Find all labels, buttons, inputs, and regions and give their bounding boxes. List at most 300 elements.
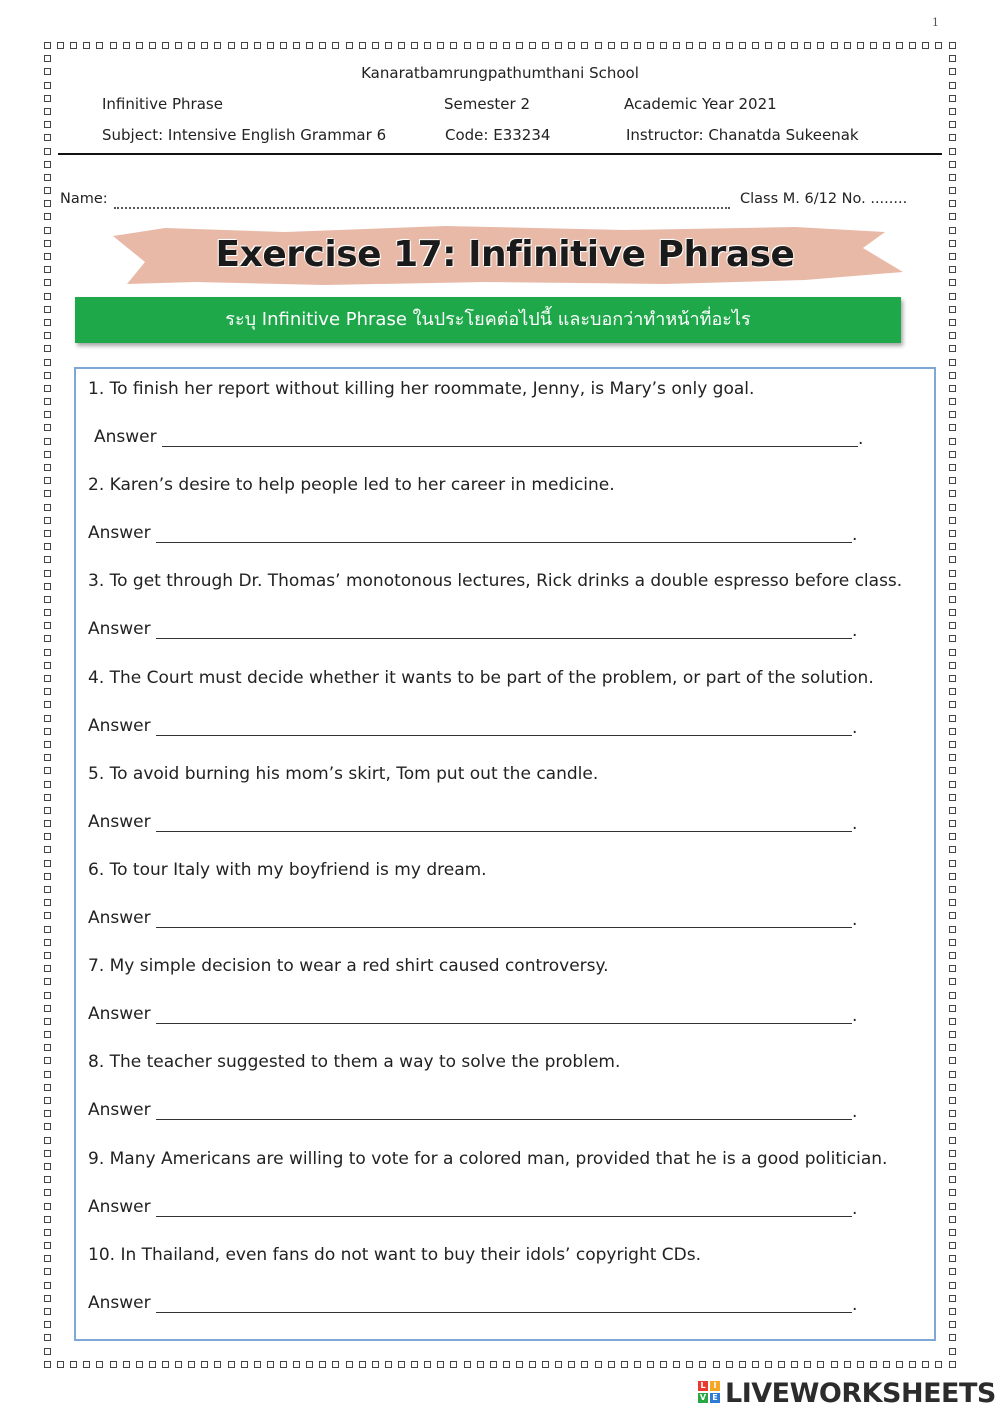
border-square	[949, 530, 956, 537]
border-square	[44, 1242, 51, 1249]
border-square	[949, 675, 956, 682]
border-square	[817, 1361, 824, 1368]
border-square	[581, 42, 588, 49]
border-square	[280, 1361, 287, 1368]
border-square	[949, 1282, 956, 1289]
border-square	[214, 1361, 221, 1368]
border-square	[949, 279, 956, 286]
border-square	[949, 490, 956, 497]
border-square	[44, 833, 51, 840]
border-square	[949, 926, 956, 933]
border-square	[70, 1361, 77, 1368]
border-square	[44, 543, 51, 550]
border-square	[83, 42, 90, 49]
border-square	[110, 1361, 117, 1368]
border-square	[385, 42, 392, 49]
answer-field[interactable]	[162, 445, 858, 447]
border-square	[44, 609, 51, 616]
border-square	[949, 688, 956, 695]
border-square	[542, 42, 549, 49]
border-square	[44, 846, 51, 853]
border-square	[162, 1361, 169, 1368]
answer-period: .	[852, 813, 858, 834]
border-square	[437, 42, 444, 49]
border-square	[44, 279, 51, 286]
border-square	[44, 200, 51, 207]
border-square	[949, 161, 956, 168]
border-square	[149, 1361, 156, 1368]
border-square	[949, 873, 956, 880]
border-square	[57, 42, 64, 49]
border-square	[909, 1361, 916, 1368]
border-square	[437, 1361, 444, 1368]
border-square	[949, 306, 956, 313]
border-square	[949, 952, 956, 959]
border-square	[464, 42, 471, 49]
border-square	[949, 543, 956, 550]
border-square	[949, 1018, 956, 1025]
border-square	[949, 1084, 956, 1091]
border-square	[949, 451, 956, 458]
border-square	[44, 1282, 51, 1289]
border-square	[44, 306, 51, 313]
border-square	[44, 939, 51, 946]
border-square	[83, 1361, 90, 1368]
question-text: 7. My simple decision to wear a red shirt caused controversy.	[88, 956, 609, 977]
border-square	[44, 754, 51, 761]
border-square	[44, 1071, 51, 1078]
border-square	[44, 517, 51, 524]
answer-field[interactable]	[156, 637, 852, 639]
border-square	[726, 1361, 733, 1368]
border-square	[44, 622, 51, 629]
border-square	[778, 42, 785, 49]
border-square	[44, 451, 51, 458]
border-square	[949, 1189, 956, 1196]
border-square	[949, 1150, 956, 1157]
border-square	[44, 794, 51, 801]
border-square	[44, 266, 51, 273]
border-square	[529, 1361, 536, 1368]
logo-text: LIVEWORKSHEETS	[725, 1377, 996, 1409]
border-square	[949, 517, 956, 524]
question-text: 3. To get through Dr. Thomas’ monotonous lectures, Rick drinks a double espresso before class.	[88, 571, 903, 592]
border-square	[450, 42, 457, 49]
border-square	[44, 213, 51, 220]
answer-period: .	[852, 910, 858, 930]
border-square	[949, 1334, 956, 1341]
border-square	[949, 939, 956, 946]
border-square	[949, 1110, 956, 1117]
border-square	[595, 1361, 602, 1368]
border-square	[949, 464, 956, 471]
answer-field[interactable]	[156, 830, 852, 832]
border-square	[332, 42, 339, 49]
border-square	[44, 1031, 51, 1038]
semester-label: Semester 2	[444, 95, 530, 113]
border-square	[608, 42, 615, 49]
border-square	[778, 1361, 785, 1368]
border-square	[949, 899, 956, 906]
border-square	[44, 899, 51, 906]
border-square	[503, 42, 510, 49]
border-square	[44, 635, 51, 642]
border-square	[44, 715, 51, 722]
border-square	[634, 1361, 641, 1368]
question-text: 5. To avoid burning his mom’s skirt, Tom put out the candle.	[88, 763, 599, 784]
question-text: 1. To finish her report without killing her roommate, Jenny, is Mary’s only goal.	[88, 379, 755, 399]
border-square	[817, 42, 824, 49]
border-square	[44, 345, 51, 352]
border-square	[346, 1361, 353, 1368]
border-square	[660, 42, 667, 49]
border-square	[44, 1308, 51, 1315]
border-square	[44, 649, 51, 656]
question-text: 9. Many Americans are willing to vote for a colored man, provided that he is a good politician.	[88, 1148, 888, 1169]
border-square	[870, 42, 877, 49]
border-square	[44, 1018, 51, 1025]
border-square	[477, 42, 484, 49]
border-square	[44, 42, 51, 49]
border-square	[949, 240, 956, 247]
border-square	[621, 1361, 628, 1368]
border-square	[922, 1361, 929, 1368]
school-name: Kanaratbamrungpathumthani School	[361, 64, 639, 82]
border-square	[201, 1361, 208, 1368]
border-square	[949, 385, 956, 392]
border-square	[949, 504, 956, 511]
border-square	[949, 1348, 956, 1355]
border-square	[44, 319, 51, 326]
border-square	[949, 1203, 956, 1210]
border-square	[922, 42, 929, 49]
border-square	[857, 1361, 864, 1368]
border-square	[949, 846, 956, 853]
border-square	[516, 42, 523, 49]
border-square	[949, 134, 956, 141]
border-square	[44, 1189, 51, 1196]
border-square	[686, 1361, 693, 1368]
border-square	[883, 42, 890, 49]
border-square	[949, 1176, 956, 1183]
border-square	[949, 715, 956, 722]
border-square	[949, 108, 956, 115]
border-square	[44, 385, 51, 392]
border-square	[844, 1361, 851, 1368]
border-square	[44, 1176, 51, 1183]
border-square	[844, 42, 851, 49]
border-square	[791, 42, 798, 49]
border-square	[44, 728, 51, 735]
border-square	[634, 42, 641, 49]
border-square	[293, 1361, 300, 1368]
border-square	[490, 42, 497, 49]
border-square	[44, 1150, 51, 1157]
border-square	[44, 978, 51, 985]
border-square	[949, 754, 956, 761]
border-square	[44, 477, 51, 484]
border-square	[699, 1361, 706, 1368]
border-square	[254, 42, 261, 49]
answer-label: Answer	[88, 1196, 151, 1217]
subject-label: Subject: Intensive English Grammar 6	[102, 126, 387, 144]
border-square	[542, 1361, 549, 1368]
border-square	[44, 1110, 51, 1117]
border-square	[949, 227, 956, 234]
border-square	[949, 42, 956, 49]
answer-field[interactable]	[156, 541, 852, 543]
border-square	[516, 1361, 523, 1368]
border-square	[149, 42, 156, 49]
exercise-title: Exercise 17: Infinitive Phrase	[215, 234, 795, 275]
border-square	[44, 490, 51, 497]
border-square	[44, 926, 51, 933]
border-square	[555, 42, 562, 49]
border-square	[949, 781, 956, 788]
question-text: 2. Karen’s desire to help people led to her career in medicine.	[88, 475, 615, 496]
question-text: 6. To tour Italy with my boyfriend is my dream.	[88, 860, 487, 880]
border-square	[319, 42, 326, 49]
border-square	[949, 556, 956, 563]
answer-label: Answer	[88, 715, 151, 736]
border-square	[949, 622, 956, 629]
border-square	[949, 477, 956, 484]
answer-label: Answer	[88, 811, 151, 832]
border-square	[791, 1361, 798, 1368]
border-square	[44, 1084, 51, 1091]
answer-label: Answer	[88, 1292, 151, 1313]
border-square	[949, 332, 956, 339]
border-square	[949, 187, 956, 194]
border-square	[949, 1255, 956, 1262]
border-square	[44, 121, 51, 128]
border-square	[44, 1268, 51, 1275]
border-square	[949, 1005, 956, 1012]
border-square	[293, 42, 300, 49]
answer-label: Answer	[88, 1100, 151, 1121]
border-square	[857, 42, 864, 49]
border-square	[949, 121, 956, 128]
answer-label: Answer	[88, 619, 151, 640]
border-square	[44, 1005, 51, 1012]
answer-label: Answer	[94, 427, 157, 447]
border-square	[949, 372, 956, 379]
border-square	[608, 1361, 615, 1368]
border-square	[44, 701, 51, 708]
header-divider	[58, 153, 942, 155]
border-square	[949, 1097, 956, 1104]
border-square	[949, 912, 956, 919]
border-square	[44, 1361, 51, 1368]
border-square	[935, 1361, 942, 1368]
border-square	[96, 1361, 103, 1368]
border-square	[477, 1361, 484, 1368]
border-square	[949, 1044, 956, 1051]
border-square	[752, 42, 759, 49]
border-square	[44, 398, 51, 405]
border-square	[411, 42, 418, 49]
border-square	[44, 438, 51, 445]
border-square	[647, 1361, 654, 1368]
border-square	[44, 1044, 51, 1051]
border-square	[949, 1216, 956, 1223]
border-square	[949, 319, 956, 326]
page-number: 1	[932, 16, 939, 29]
border-square	[765, 42, 772, 49]
border-square	[44, 1321, 51, 1328]
border-square	[44, 556, 51, 563]
border-square	[44, 504, 51, 511]
border-square	[44, 781, 51, 788]
question-text: 10. In Thailand, even fans do not want to buy their idols’ copyright CDs.	[88, 1244, 702, 1265]
border-square	[450, 1361, 457, 1368]
border-square	[44, 1097, 51, 1104]
border-square	[96, 42, 103, 49]
answer-period: .	[852, 1198, 858, 1219]
border-square	[949, 662, 956, 669]
border-square	[949, 820, 956, 827]
liveworksheets-logo	[698, 1376, 996, 1410]
border-square	[568, 1361, 575, 1368]
questions-box	[74, 367, 936, 1341]
border-square	[949, 1057, 956, 1064]
border-square	[123, 42, 130, 49]
border-square	[44, 187, 51, 194]
border-square	[699, 42, 706, 49]
answer-field[interactable]	[156, 926, 852, 928]
border-square	[44, 240, 51, 247]
border-square	[359, 1361, 366, 1368]
border-square	[44, 227, 51, 234]
border-square	[44, 675, 51, 682]
border-square	[44, 148, 51, 155]
answer-label: Answer	[88, 523, 151, 544]
border-square	[464, 1361, 471, 1368]
border-square	[44, 161, 51, 168]
border-square	[44, 820, 51, 827]
border-square	[739, 42, 746, 49]
border-square	[949, 148, 956, 155]
border-square	[214, 42, 221, 49]
border-square	[175, 1361, 182, 1368]
answer-field[interactable]	[156, 1022, 852, 1024]
border-square	[411, 1361, 418, 1368]
border-square	[372, 42, 379, 49]
border-square	[896, 1361, 903, 1368]
border-square	[44, 767, 51, 774]
topic-label: Infinitive Phrase	[102, 95, 223, 113]
border-square	[804, 42, 811, 49]
border-square	[529, 42, 536, 49]
border-square	[398, 1361, 405, 1368]
border-square	[752, 1361, 759, 1368]
border-square	[44, 1295, 51, 1302]
border-square	[70, 42, 77, 49]
border-square	[44, 55, 51, 62]
border-square	[44, 596, 51, 603]
border-square	[949, 200, 956, 207]
border-square	[831, 1361, 838, 1368]
border-square	[424, 1361, 431, 1368]
border-square	[44, 1057, 51, 1064]
border-square	[949, 767, 956, 774]
border-square	[201, 42, 208, 49]
border-square	[726, 42, 733, 49]
border-square	[44, 411, 51, 418]
border-square	[44, 530, 51, 537]
answer-field[interactable]	[156, 734, 852, 736]
border-square	[44, 1123, 51, 1130]
answer-period: .	[852, 621, 858, 642]
border-square	[949, 55, 956, 62]
border-square	[44, 424, 51, 431]
answer-field[interactable]	[156, 1215, 852, 1217]
border-square	[949, 570, 956, 577]
border-square	[949, 1071, 956, 1078]
border-square	[949, 741, 956, 748]
border-square	[949, 1229, 956, 1236]
border-square	[673, 1361, 680, 1368]
border-square	[949, 701, 956, 708]
border-square	[44, 293, 51, 300]
name-field[interactable]	[114, 191, 730, 209]
border-square	[949, 978, 956, 985]
border-square	[136, 1361, 143, 1368]
border-square	[44, 82, 51, 89]
answer-label: Answer	[88, 1004, 151, 1025]
answer-period: .	[852, 1102, 858, 1123]
border-square	[949, 860, 956, 867]
border-square	[949, 596, 956, 603]
border-square	[949, 886, 956, 893]
border-square	[949, 1031, 956, 1038]
border-square	[280, 42, 287, 49]
border-square	[949, 1163, 956, 1170]
border-square	[44, 1163, 51, 1170]
border-square	[949, 95, 956, 102]
border-square	[44, 108, 51, 115]
border-square	[949, 1321, 956, 1328]
border-square	[949, 411, 956, 418]
border-square	[949, 1308, 956, 1315]
border-square	[44, 583, 51, 590]
border-square	[44, 1334, 51, 1341]
border-square	[385, 1361, 392, 1368]
border-square	[621, 42, 628, 49]
border-square	[673, 42, 680, 49]
border-square	[424, 42, 431, 49]
border-square	[267, 42, 274, 49]
border-square	[228, 42, 235, 49]
question-text: 8. The teacher suggested to them a way to solve the problem.	[88, 1052, 621, 1073]
answer-period: .	[852, 1006, 858, 1027]
border-square	[647, 42, 654, 49]
border-square	[44, 1216, 51, 1223]
answer-period: .	[858, 429, 864, 449]
border-square	[949, 992, 956, 999]
answer-field[interactable]	[156, 1118, 852, 1120]
answer-field[interactable]	[156, 1311, 852, 1313]
border-square	[870, 1361, 877, 1368]
border-square	[44, 992, 51, 999]
border-square	[713, 42, 720, 49]
academic-year-label: Academic Year 2021	[624, 95, 777, 113]
border-square	[44, 807, 51, 814]
border-square	[949, 833, 956, 840]
border-square	[949, 1123, 956, 1130]
border-square	[949, 794, 956, 801]
border-square	[241, 1361, 248, 1368]
